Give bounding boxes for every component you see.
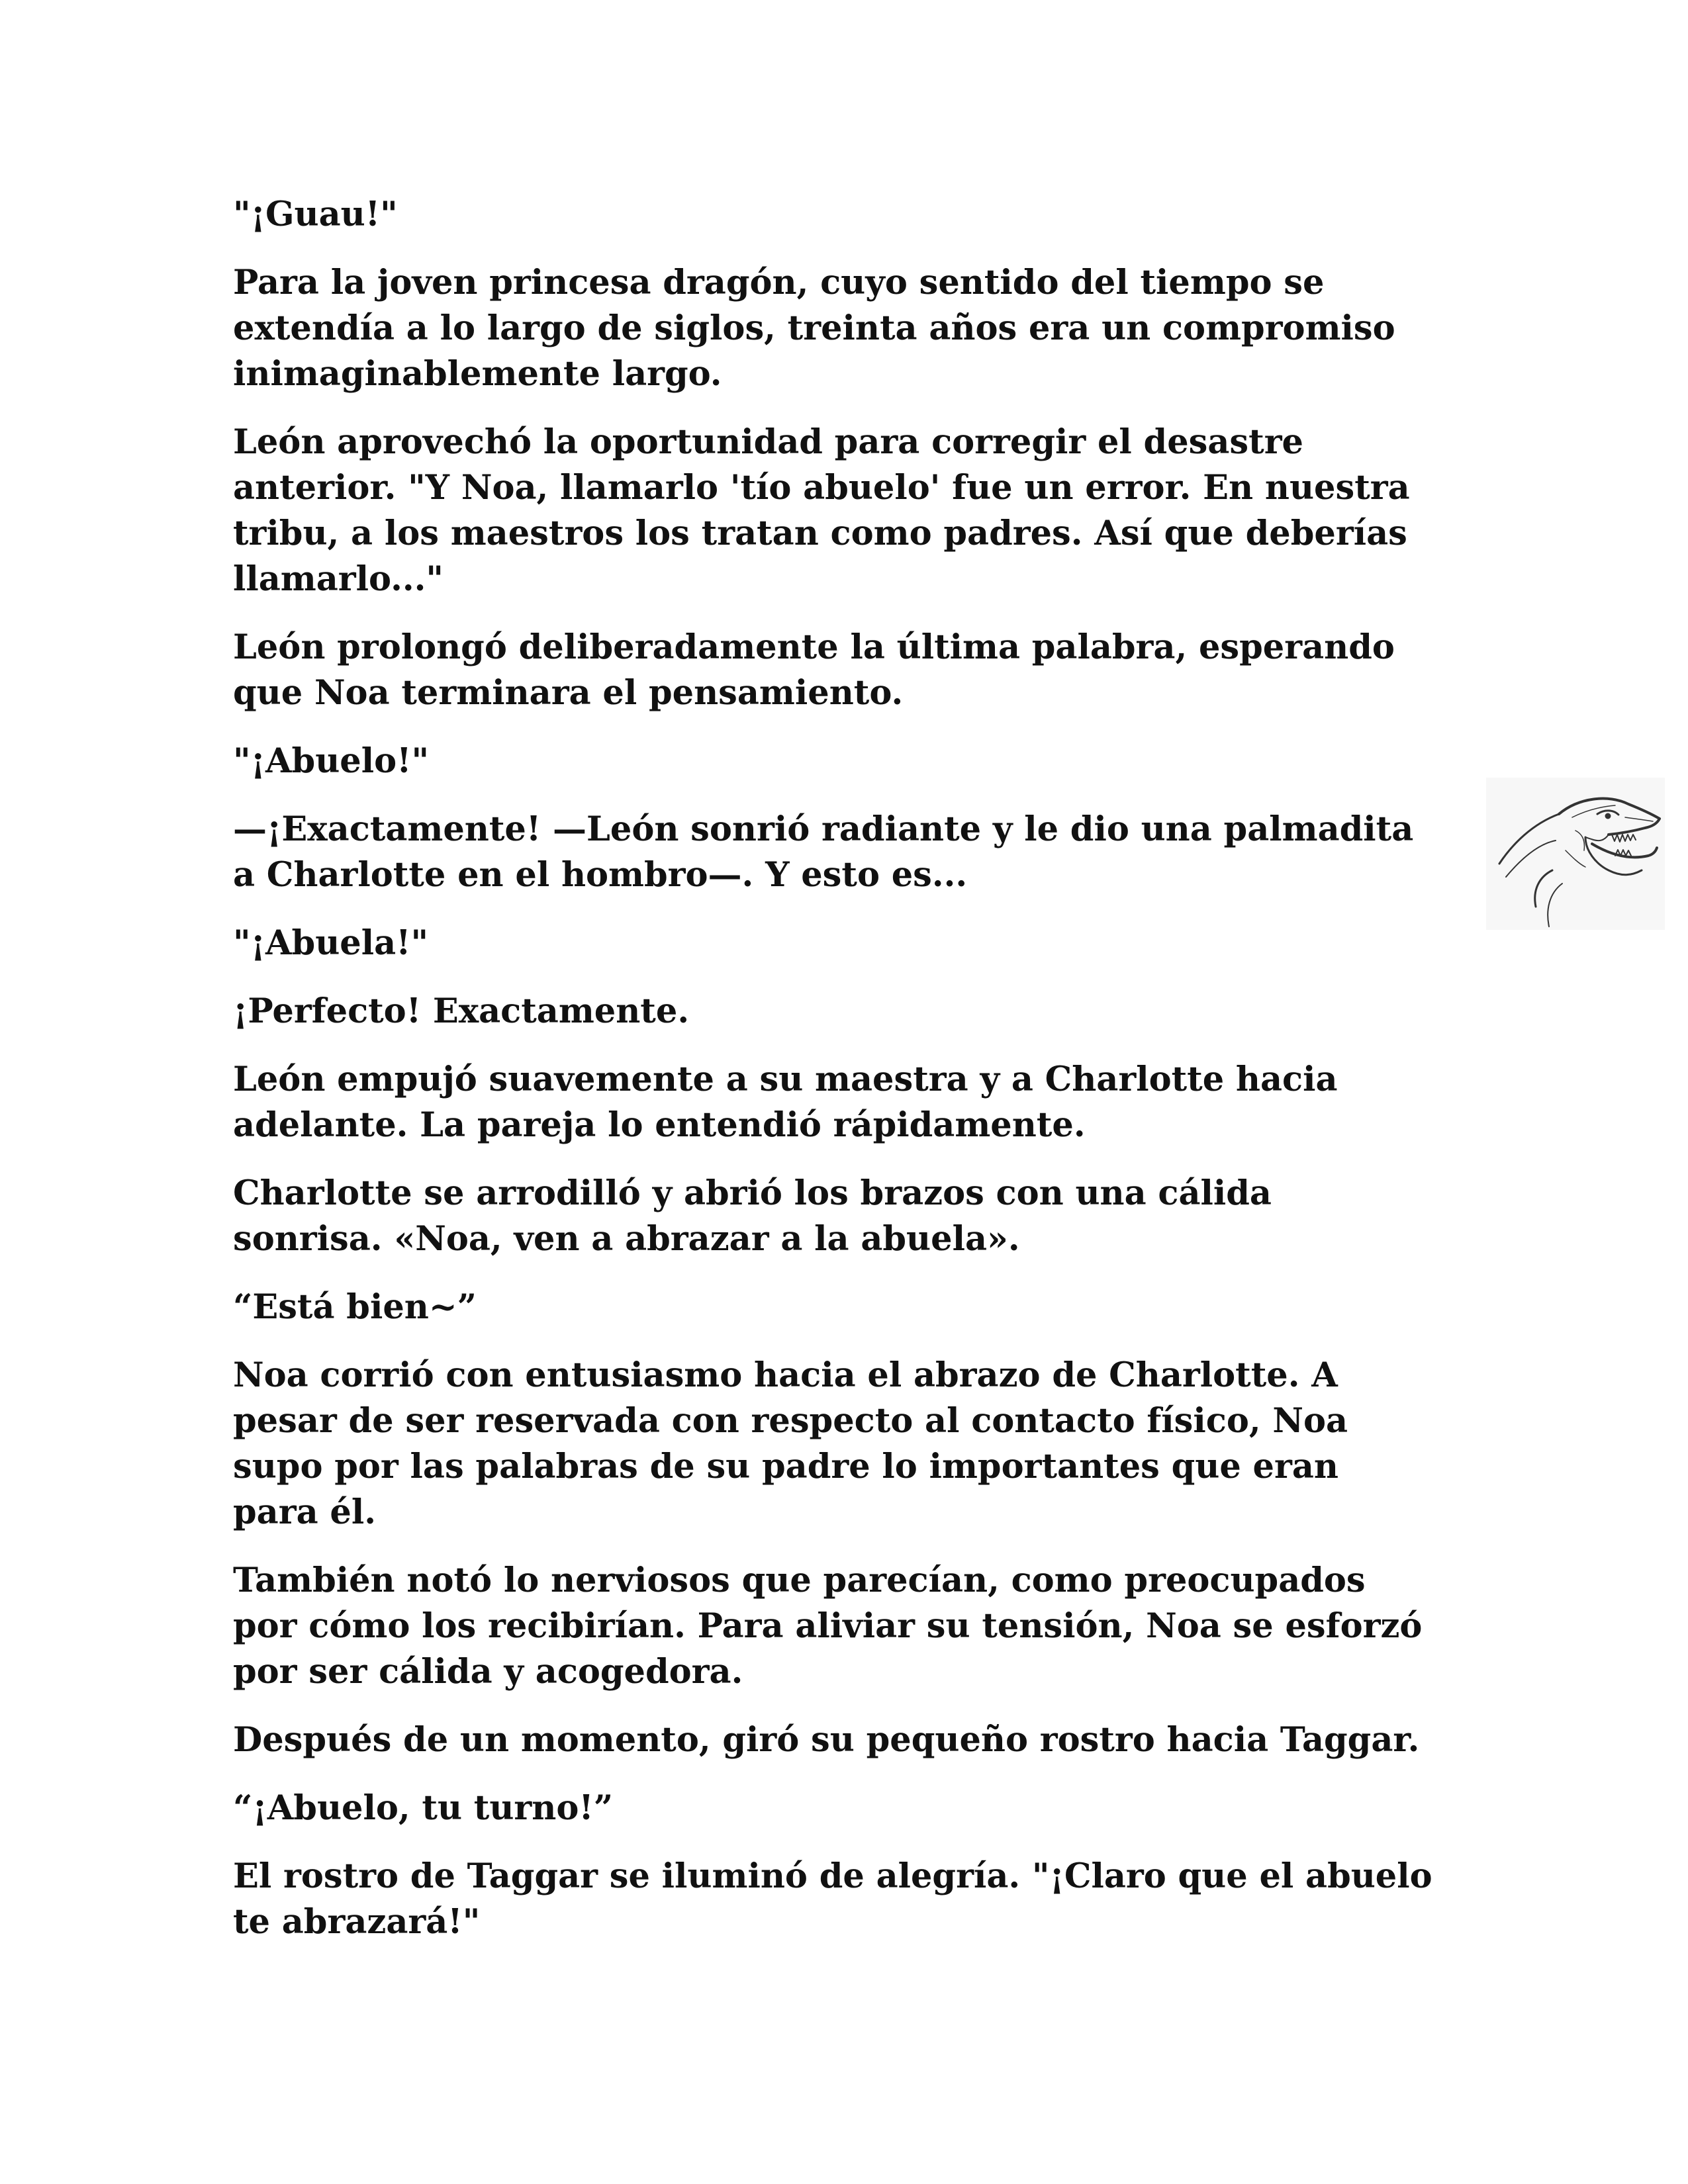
paragraph <box>233 1057 1458 1148</box>
paragraph-line: Después de un momento, giró su pequeño rostro hacia Taggar. <box>233 1720 1420 1760</box>
paragraph-line: León prolongó deliberadamente la última palabra, esperando <box>233 627 1395 667</box>
paragraph-line: "¡Abuela!" <box>233 923 429 963</box>
paragraph-line: tribu, a los maestros los tratan como padres. Así que deberías <box>233 514 1407 553</box>
paragraph-line: León empujó suavemente a su maestra y a Charlotte hacia <box>233 1060 1338 1099</box>
paragraph <box>233 739 1458 784</box>
paragraph-line: El rostro de Taggar se iluminó de alegría. "¡Claro que el abuelo <box>233 1856 1432 1896</box>
paragraph <box>233 1854 1458 1945</box>
dinosaur-head-sketch-icon <box>1486 778 1665 930</box>
paragraph-line: que Noa terminara el pensamiento. <box>233 673 904 713</box>
paragraph-line: —¡Exactamente! —León sonrió radiante y le dio una palmadita <box>233 809 1414 849</box>
paragraph-line: te abrazará!" <box>233 1902 481 1942</box>
paragraph-line: Para la joven princesa dragón, cuyo sentido del tiempo se <box>233 263 1325 302</box>
paragraph-line: "¡Abuelo!" <box>233 741 430 781</box>
paragraph-line: Noa corrió con entusiasmo hacia el abrazo de Charlotte. A <box>233 1355 1338 1395</box>
paragraph-line: Charlotte se arrodilló y abrió los brazos con una cálida <box>233 1173 1272 1213</box>
paragraph <box>233 1171 1458 1262</box>
paragraph-line: para él. <box>233 1492 376 1532</box>
paragraph-line: sonrisa. «Noa, ven a abrazar a la abuela». <box>233 1219 1020 1259</box>
paragraph <box>233 1717 1458 1763</box>
paragraph-line: inimaginablemente largo. <box>233 354 722 394</box>
paragraph-line: supo por las palabras de su padre lo importantes que eran <box>233 1447 1339 1486</box>
paragraph <box>233 192 1458 238</box>
paragraph-line: León aprovechó la oportunidad para corregir el desastre <box>233 422 1304 462</box>
paragraph <box>233 420 1458 602</box>
paragraph <box>233 989 1458 1034</box>
paragraph <box>233 921 1458 966</box>
paragraph <box>233 1353 1458 1535</box>
paragraph <box>233 1786 1458 1831</box>
paragraph-line: extendía a lo largo de siglos, treinta años era un compromiso <box>233 308 1395 348</box>
paragraph <box>233 1558 1458 1695</box>
paragraph <box>233 260 1458 397</box>
paragraph-line: por ser cálida y acogedora. <box>233 1652 743 1692</box>
paragraph-line: a Charlotte en el hombro—. Y esto es... <box>233 855 968 895</box>
paragraph-line: También notó lo nerviosos que parecían, como preocupados <box>233 1561 1366 1600</box>
paragraph <box>233 1285 1458 1330</box>
paragraph-line: “Está bien~” <box>233 1287 477 1327</box>
paragraph <box>233 807 1458 898</box>
story-text <box>233 192 1458 1968</box>
paragraph-line: por cómo los recibirían. Para aliviar su tensión, Noa se esforzó <box>233 1606 1423 1646</box>
paragraph-line: pesar de ser reservada con respecto al contacto físico, Noa <box>233 1401 1348 1441</box>
paragraph-line: anterior. "Y Noa, llamarlo 'tío abuelo' fue un error. En nuestra <box>233 468 1410 508</box>
paragraph-line: “¡Abuelo, tu turno!” <box>233 1788 614 1828</box>
paragraph <box>233 625 1458 716</box>
paragraph-line: llamarlo..." <box>233 559 444 599</box>
paragraph-line: adelante. La pareja lo entendió rápidamente. <box>233 1105 1086 1145</box>
paragraph-line: "¡Guau!" <box>233 195 398 234</box>
paragraph-line: ¡Perfecto! Exactamente. <box>233 991 690 1031</box>
